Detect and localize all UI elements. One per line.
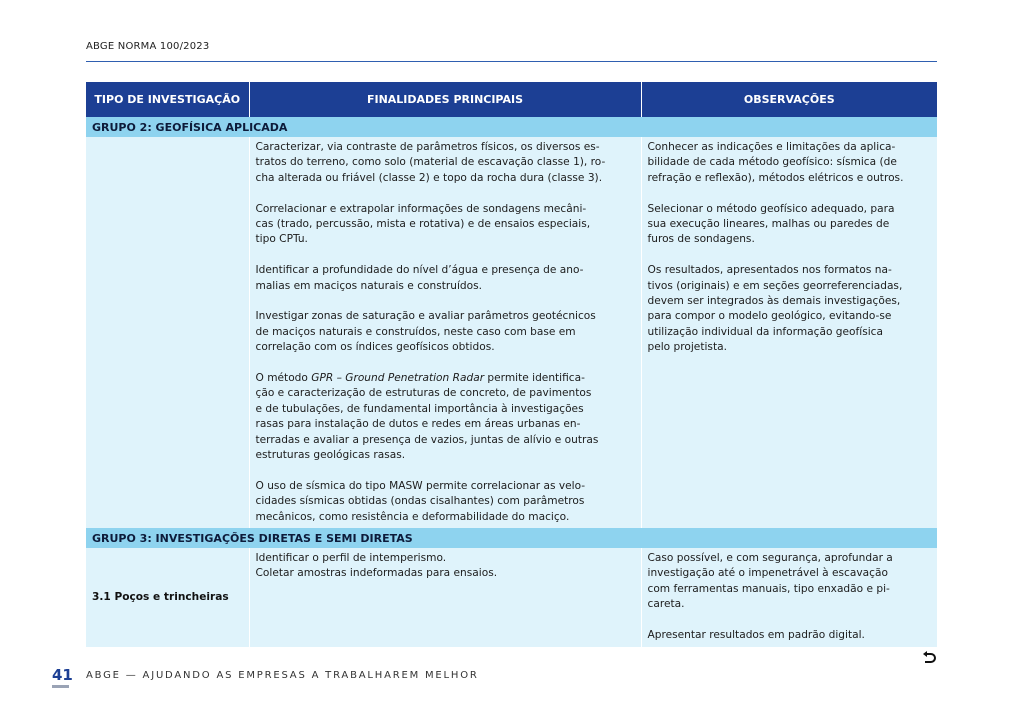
finalidade-paragraph: O uso de sísmica do tipo MASW permite correlacionar as velo- cidades sísmicas obtidas (ondas cisalhantes) com parâmetros mecânicos, como resistência e deformabilidade do maciço. xyxy=(255,479,586,523)
table-header-row xyxy=(86,82,937,117)
observacao-paragraph: Apresentar resultados em padrão digital. xyxy=(647,629,865,642)
group-2-content-row xyxy=(86,137,937,528)
finalidade-paragraph: Caracterizar, via contraste de parâmetros físicos, os diversos es- tratos do terreno, como solo (material de escavação classe 1), ro- cha alterada ou friável (classe 2) e topo da rocha dura (classe 3). xyxy=(255,141,606,184)
finalidade-line: Coletar amostras indeformadas para ensaios. xyxy=(255,567,498,580)
gpr-term: GPR – Ground Penetration Radar xyxy=(311,372,485,385)
group-3-observacoes-cell xyxy=(641,548,937,646)
group-3-title: GRUPO 3: INVESTIGAÇÕES DIRETAS E SEMI DIRETAS xyxy=(86,528,937,548)
page-number-underline xyxy=(52,685,69,688)
group-3-finalidades-cell xyxy=(249,548,641,646)
finalidade-paragraph: Investigar zonas de saturação e avaliar parâmetros geotécnicos de maciços naturais e construídos, neste caso com base em correlação com os índices geofísicos obtidos. xyxy=(255,310,596,354)
group-3-content-row xyxy=(86,548,937,646)
finalidade-paragraph: Correlacionar e extrapolar informações de sondagens mecâni- cas (trado, percussão, mista e rotativa) e de ensaios especiais, tipo CPTu. xyxy=(255,202,591,246)
turn-arrow-icon[interactable] xyxy=(922,651,938,665)
observacao-paragraph: Selecionar o método geofísico adequado, para sua execução lineares, malhas ou paredes de furos de sondagens. xyxy=(647,202,895,246)
footer-tagline: ABGE — AJUDANDO AS EMPRESAS A TRABALHAREM MELHOR xyxy=(86,670,479,681)
observacao-paragraph: Caso possível, e com segurança, aprofundar a investigação até o impenetrável à escavação com ferramentas manuais, tipo enxadão e pi- careta. xyxy=(647,552,893,611)
finalidade-paragraph: Identificar a profundidade do nível d’água e presença de ano- malias em maciços naturais e construídos. xyxy=(255,264,584,292)
group-2-title: GRUPO 2: GEOFÍSICA APLICADA xyxy=(86,117,937,137)
document-header: ABGE NORMA 100/2023 xyxy=(86,41,210,52)
group-3-row xyxy=(86,528,937,548)
column-header-finalidades: FINALIDADES PRINCIPAIS xyxy=(249,82,641,117)
finalidade-paragraph-gpr: O método GPR – Ground Penetration Radar permite identifica- ção e caracterização de estruturas de concreto, de pavimentos e de tubulações, de fundamental importância à investigações rasas para instalação de dutos e redes em áreas urbanas en- terradas e avaliar a presença de vazios, juntas de alívio e outras estruturas geológicas rasas. xyxy=(255,372,599,462)
group-2-type-cell xyxy=(86,137,249,528)
group-2-observacoes-cell xyxy=(641,137,937,528)
observacao-paragraph: Conhecer as indicações e limitações da aplica- bilidade de cada método geofísico: sísmica (de refração e reflexão), métodos elétricos e outros. xyxy=(647,141,904,184)
group-2-row xyxy=(86,117,937,137)
page-number: 41 xyxy=(52,666,73,684)
column-header-observacoes: OBSERVAÇÕES xyxy=(641,82,937,117)
column-header-tipo: TIPO DE INVESTIGAÇÃO xyxy=(86,82,249,117)
group-2-finalidades-cell xyxy=(249,137,641,528)
observacao-paragraph: Os resultados, apresentados nos formatos na- tivos (originais) e em seções georreferenciadas, devem ser integrados às demais investigações, para compor o modelo geológico, evitando-se utilização individual da informação geofísica pelo projetista. xyxy=(647,264,903,354)
investigation-type-pocos: 3.1 Poços e trincheiras xyxy=(86,548,249,646)
finalidade-line: Identificar o perfil de intemperismo. xyxy=(255,552,447,565)
header-divider xyxy=(86,61,937,62)
investigation-table xyxy=(86,82,937,647)
